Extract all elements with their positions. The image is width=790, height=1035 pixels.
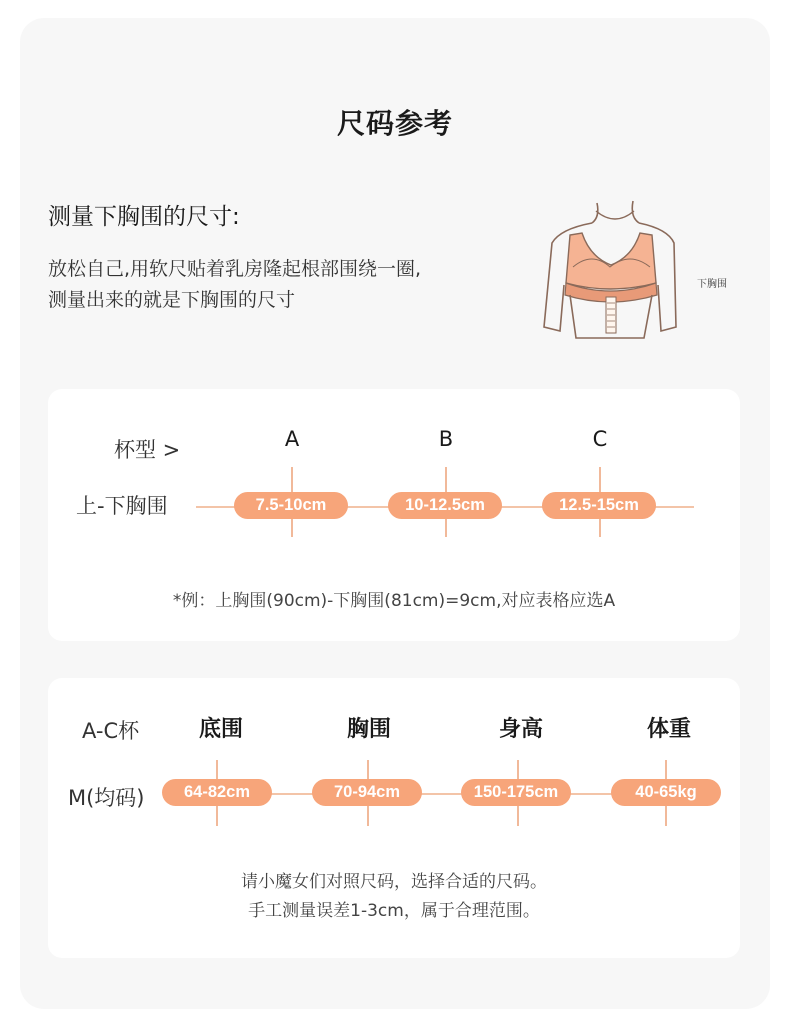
size-header-label: A-C杯 [82,719,140,743]
size-col-weight: 体重 [646,717,691,742]
cup-value-a: 7.5-10cm [234,492,348,519]
figure-label-under-bust: 下胸围 [697,279,727,290]
torso-measuring-tape-illustration [540,195,740,345]
size-col-height: 身高 [498,717,543,742]
measure-title: 测量下胸围的尺寸: [48,204,240,230]
cup-header-label: 杯型 > [114,438,181,462]
cup-col-c: C [592,427,608,451]
size-value-height: 150-175cm [461,779,571,806]
cup-example-note: *例：上胸围(90cm)-下胸围(81cm)=9cm,对应表格应选A [172,591,616,611]
cup-value-c: 12.5-15cm [542,492,656,519]
cup-col-a: A [284,427,300,451]
size-value-weight: 40-65kg [611,779,721,806]
size-row-label: M(均码) [68,786,145,810]
page-title: 尺码参考 [336,107,453,140]
cup-value-b: 10-12.5cm [388,492,502,519]
cup-size-card [48,389,740,641]
size-value-underbust: 64-82cm [162,779,272,806]
size-note-line1: 请小魔女们对照尺码，选择合适的尺码。 [241,872,547,892]
measure-description-line1: 放松自己,用软尺贴着乳房隆起根部围绕一圈, [48,258,422,280]
size-col-bust: 胸围 [346,717,391,742]
cup-col-b: B [438,427,454,451]
size-note [48,868,740,926]
cup-row-label: 上-下胸围 [76,494,168,518]
size-note-line2: 手工测量误差1-3cm，属于合理范围。 [248,901,540,921]
size-chart-card [48,678,740,958]
size-value-bust: 70-94cm [312,779,422,806]
size-col-underbust: 底围 [198,717,243,742]
measure-description-line2: 测量出来的就是下胸围的尺寸 [48,289,296,311]
measure-description [48,254,508,316]
